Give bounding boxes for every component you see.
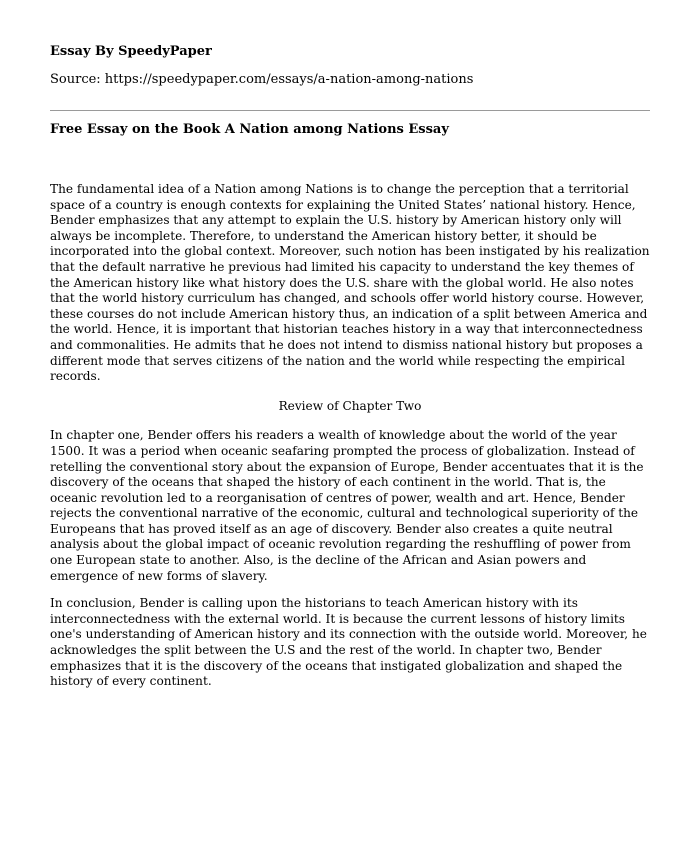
essay-title: Free Essay on the Book A Nation among Nations Essay [50, 122, 449, 137]
essay-body [50, 182, 650, 702]
divider [50, 110, 650, 111]
source-line: Source: https://speedypaper.com/essays/a-nation-among-nations [50, 72, 474, 87]
essay-paragraph-2: In chapter one, Bender offers his readers a wealth of knowledge about the world of the year 1500. It was a period when oceanic seafaring prompted the process of globalization. Instead of retelling the conventional story about the expansion of Europe, Bender accentuates that it is the discovery of the oceans that shaped the history of each continent in the world. That is, the oceanic revolution led to a reorganisation of centres of power, wealth and art. Hence, Bender rejects the conventional narrative of the economic, cultural and technological superiority of the Europeans that has proved itself as an age of discovery. Bender also creates a quite neutral analysis about the global impact of oceanic revolution regarding the reshuffling of power from one European state to another. Also, is the decline of the African and Asian powers and emergence of new forms of slavery. [50, 428, 644, 583]
essay-paragraph-3: In conclusion, Bender is calling upon the historians to teach American history with its interconnectedness with the external world. It is because the current lessons of history limits one's understanding of American history and its connection with the outside world. Moreover, he acknowledges the split between the U.S and the rest of the world. In chapter two, Bender emphasizes that it is the discovery of the oceans that instigated globalization and shaped the history of every continent. [50, 596, 647, 689]
essay-paragraph-1: The fundamental idea of a Nation among Nations is to change the perception that a territorial space of a country is enough contexts for explaining the United States’ national history. Hence, Bender emphasizes that any attempt to explain the U.S. history by American history only will always be incomplete. Therefore, to understand the American history better, it should be incorporated into the global context. Moreover, such notion has been instigated by his realization that the default narrative he previous had limited his capacity to understand the key themes of the American history like what history does the U.S. share with the global world. He also notes that the world history curriculum has changed, and schools offer world history course. However, these courses do not include American history thus, an indication of a split between America and the world. Hence, it is important that historian teaches history in a way that interconnectedness and commonalities. He admits that he does not intend to dismiss national history but proposes a different mode that serves citizens of the nation and the world while respecting the empirical records. [50, 182, 650, 384]
section-subheading: Review of Chapter Two [278, 398, 422, 413]
site-title: Essay By SpeedyPaper [50, 44, 212, 59]
